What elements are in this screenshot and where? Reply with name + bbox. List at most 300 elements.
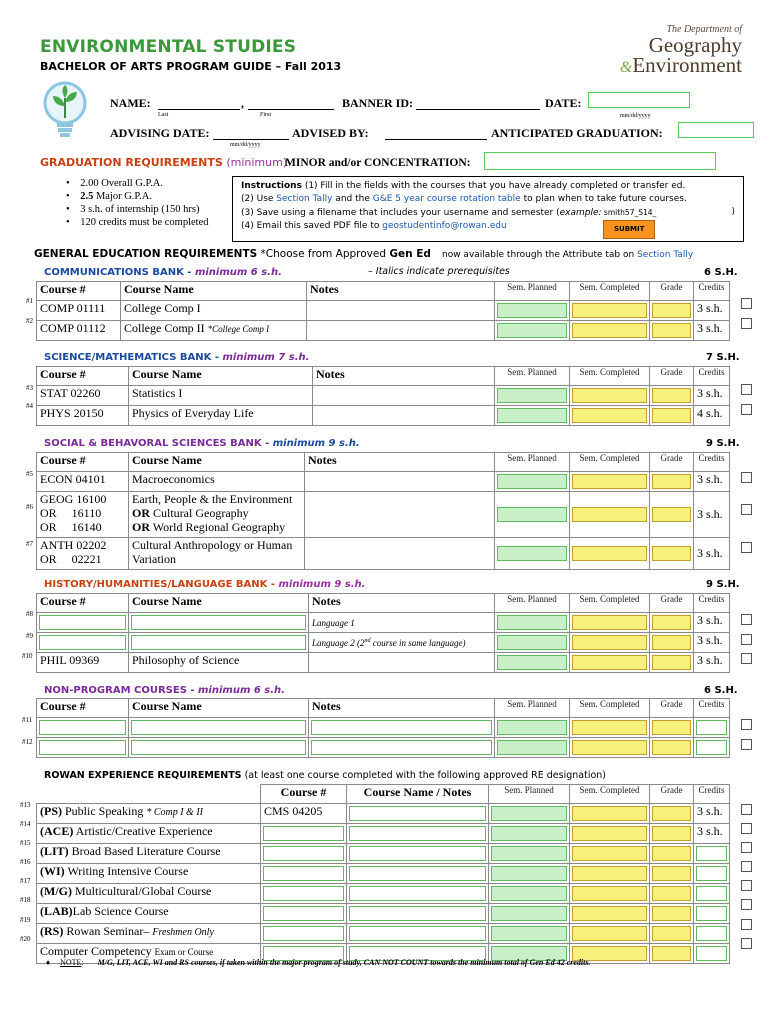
soc-title: SOCIAL & BEHAVORAL SCIENCES BANK - bbox=[44, 438, 270, 449]
instruction-3-close: ) bbox=[731, 207, 735, 217]
sem-completed-field[interactable] bbox=[572, 474, 647, 489]
row-num: #15 bbox=[20, 839, 31, 847]
course-name-alt: Cultural Geography bbox=[150, 506, 249, 520]
course-name-group bbox=[129, 492, 305, 538]
credits: 3 s.h. bbox=[694, 301, 730, 321]
sem-completed-field[interactable] bbox=[572, 303, 647, 318]
col-course-num: Course # bbox=[37, 594, 129, 613]
sem-planned-field[interactable] bbox=[491, 906, 567, 921]
course-num-field[interactable] bbox=[263, 866, 344, 881]
grade-field[interactable] bbox=[652, 546, 691, 561]
sem-completed-field[interactable] bbox=[572, 866, 647, 881]
complete-checkbox[interactable] bbox=[741, 861, 752, 872]
credits-field[interactable] bbox=[696, 906, 727, 921]
instructions-box bbox=[232, 176, 744, 242]
re-label: Rowan Seminar– bbox=[63, 924, 153, 938]
col-credits: Credits bbox=[694, 699, 730, 718]
soc-table bbox=[36, 452, 730, 570]
course-num-group bbox=[37, 538, 129, 570]
table-row bbox=[37, 718, 730, 738]
instruction-3: (3) Save using a filename that includes your username and semester ( bbox=[241, 208, 560, 218]
grade-field[interactable] bbox=[652, 826, 691, 841]
notes-text: Language 2 (2 bbox=[312, 637, 365, 648]
table-row bbox=[37, 653, 730, 673]
grad-req-gpa: 2.00 Overall G.P.A. bbox=[80, 178, 164, 189]
sem-completed-field[interactable] bbox=[572, 826, 647, 841]
table-row bbox=[37, 824, 730, 844]
table-row bbox=[37, 738, 730, 758]
course-name-field[interactable] bbox=[349, 906, 486, 921]
course-name: Cultural Anthropology or Human bbox=[132, 538, 293, 552]
credits-field[interactable] bbox=[696, 740, 727, 755]
gened-choose: *Choose from Approved bbox=[260, 248, 387, 260]
col-credits: Credits bbox=[694, 453, 730, 472]
course-name-field[interactable] bbox=[349, 926, 486, 941]
course-num-alt: OR 16140 bbox=[40, 520, 102, 534]
row-num: #19 bbox=[20, 916, 31, 924]
re-label: Broad Based Literature Course bbox=[68, 844, 221, 858]
sem-planned-field[interactable] bbox=[497, 740, 567, 755]
grade-field[interactable] bbox=[652, 740, 691, 755]
notes-cell bbox=[313, 386, 495, 406]
nonprog-title-block bbox=[44, 685, 285, 696]
course-num-field[interactable] bbox=[263, 846, 344, 861]
course-num-alt: OR 16110 bbox=[40, 506, 102, 520]
grade-field[interactable] bbox=[652, 886, 691, 901]
notes-text: course in same language) bbox=[370, 637, 466, 648]
sem-completed-field[interactable] bbox=[572, 655, 647, 670]
course-name-field[interactable] bbox=[131, 615, 306, 630]
complete-checkbox[interactable] bbox=[741, 842, 752, 853]
col-sem-planned: Sem. Planned bbox=[489, 785, 570, 804]
course-name bbox=[121, 321, 307, 341]
col-grade: Grade bbox=[650, 453, 694, 472]
complete-checkbox[interactable] bbox=[741, 614, 752, 625]
note-bullet: ♦ bbox=[46, 958, 51, 967]
sem-completed-field[interactable] bbox=[572, 886, 647, 901]
course-name-alt: World Regional Geography bbox=[150, 520, 286, 534]
notes-field[interactable] bbox=[311, 720, 492, 735]
grade-field[interactable] bbox=[652, 720, 691, 735]
rowan-table bbox=[36, 784, 730, 964]
grad-req-major-gpa: Major G.P.A. bbox=[95, 191, 152, 202]
sem-completed-field[interactable] bbox=[572, 926, 647, 941]
row-num: #4 bbox=[26, 402, 33, 410]
email-link[interactable]: geostudentinfo@rowan.edu bbox=[382, 221, 507, 231]
notes-field[interactable] bbox=[311, 740, 492, 755]
table-row bbox=[37, 633, 730, 653]
sem-completed-field[interactable] bbox=[572, 740, 647, 755]
table-row bbox=[37, 386, 730, 406]
re-prereq: Freshmen Only bbox=[152, 927, 214, 938]
credits-field[interactable] bbox=[696, 846, 727, 861]
col-course-num: Course # bbox=[37, 453, 129, 472]
graduation-field[interactable] bbox=[678, 122, 754, 138]
col-course-num: Course # bbox=[37, 699, 129, 718]
credits-field[interactable] bbox=[696, 946, 727, 961]
col-course-name: Course Name bbox=[129, 699, 309, 718]
col-course-name: Course Name bbox=[121, 282, 307, 301]
complete-checkbox[interactable] bbox=[741, 472, 752, 483]
re-label: Public Speaking bbox=[62, 804, 147, 818]
credits: 3 s.h. bbox=[694, 613, 730, 633]
course-name: Physics of Everyday Life bbox=[129, 406, 313, 426]
credits-field[interactable] bbox=[696, 926, 727, 941]
hist-table bbox=[36, 593, 730, 673]
table-header-row bbox=[37, 282, 730, 301]
dept-line1: The Department of bbox=[666, 24, 742, 35]
complete-checkbox[interactable] bbox=[741, 404, 752, 415]
sem-planned-field[interactable] bbox=[491, 806, 567, 821]
instruction-2c: to plan when to take future courses. bbox=[520, 194, 687, 204]
credits: 3 s.h. bbox=[694, 824, 730, 844]
table-header-row bbox=[37, 699, 730, 718]
banner-id-field[interactable] bbox=[416, 96, 540, 110]
footnote bbox=[46, 958, 590, 967]
course-name-field[interactable] bbox=[349, 866, 486, 881]
course-name: Macroeconomics bbox=[129, 472, 305, 492]
col-sem-completed: Sem. Completed bbox=[570, 594, 650, 613]
credits: 4 s.h. bbox=[694, 406, 730, 426]
sci-min: minimum 7 s.h. bbox=[219, 352, 310, 363]
col-course-num: Course # bbox=[261, 785, 347, 804]
grad-req-heading bbox=[40, 156, 287, 169]
credits: 3 s.h. bbox=[694, 472, 730, 492]
col-sem-completed: Sem. Completed bbox=[570, 453, 650, 472]
dept-line3 bbox=[619, 53, 742, 77]
hist-title: HISTORY/HUMANITIES/LANGUAGE BANK - bbox=[44, 579, 276, 590]
sem-completed-field[interactable] bbox=[572, 507, 647, 522]
re-code: (PS) bbox=[40, 804, 62, 818]
date-hint: mm/dd/yyyy bbox=[620, 113, 651, 119]
comm-sh: 6 S.H. bbox=[704, 267, 738, 278]
col-credits: Credits bbox=[694, 367, 730, 386]
col-course-name: Course Name bbox=[129, 453, 305, 472]
sem-planned-field[interactable] bbox=[497, 323, 567, 338]
grade-field[interactable] bbox=[652, 474, 691, 489]
advised-by-field[interactable] bbox=[385, 126, 487, 140]
table-row bbox=[37, 538, 730, 570]
grade-field[interactable] bbox=[652, 806, 691, 821]
table-header-row bbox=[37, 785, 730, 804]
sem-planned-field[interactable] bbox=[497, 546, 567, 561]
sem-planned-field[interactable] bbox=[491, 866, 567, 881]
notes-cell bbox=[305, 492, 495, 538]
row-num: #3 bbox=[26, 384, 33, 392]
col-grade: Grade bbox=[650, 367, 694, 386]
lightbulb-plant-icon bbox=[40, 80, 90, 142]
row-num: #11 bbox=[22, 716, 33, 724]
notes-cell bbox=[309, 653, 495, 673]
col-grade: Grade bbox=[650, 699, 694, 718]
sem-planned-field[interactable] bbox=[497, 720, 567, 735]
row-num: #18 bbox=[20, 896, 31, 904]
re-designation bbox=[37, 884, 261, 904]
italics-note: – Italics indicate prerequisites bbox=[368, 266, 510, 277]
grad-req-credits: 120 credits must be completed bbox=[80, 217, 209, 228]
sem-completed-field[interactable] bbox=[572, 720, 647, 735]
re-designation bbox=[37, 864, 261, 884]
note-colon: : bbox=[81, 958, 84, 967]
grade-field[interactable] bbox=[652, 303, 691, 318]
hist-bank-title bbox=[44, 579, 365, 590]
course-name-field[interactable] bbox=[349, 826, 486, 841]
sci-sh: 7 S.H. bbox=[706, 352, 740, 363]
dept-amp: & bbox=[619, 59, 633, 76]
col-course-name-notes: Course Name / Notes bbox=[347, 785, 489, 804]
instruction-3-example: example: bbox=[559, 208, 602, 218]
sem-planned-field[interactable] bbox=[497, 408, 567, 423]
row-num: #9 bbox=[26, 632, 33, 640]
col-notes: Notes bbox=[309, 594, 495, 613]
sem-planned-field[interactable] bbox=[497, 655, 567, 670]
credits: 3 s.h. bbox=[694, 538, 730, 570]
col-sem-completed: Sem. Completed bbox=[570, 282, 650, 301]
rowan-title: ROWAN EXPERIENCE REQUIREMENTS bbox=[44, 770, 242, 781]
instruction-2a: (2) Use bbox=[241, 194, 277, 204]
complete-checkbox[interactable] bbox=[741, 504, 752, 515]
complete-checkbox[interactable] bbox=[741, 634, 752, 645]
dept-line3-text: Environment bbox=[632, 53, 742, 77]
complete-checkbox[interactable] bbox=[741, 899, 752, 910]
course-name-field[interactable] bbox=[131, 720, 306, 735]
section-tally-link[interactable]: Section Tally bbox=[276, 194, 333, 204]
course-num-field[interactable] bbox=[39, 635, 126, 650]
last-name-field[interactable] bbox=[158, 96, 240, 110]
col-course-name: Course Name bbox=[129, 594, 309, 613]
submit-button[interactable]: SUBMIT bbox=[603, 220, 655, 239]
row-num: #7 bbox=[26, 540, 33, 548]
col-sem-completed: Sem. Completed bbox=[570, 785, 650, 804]
grade-field[interactable] bbox=[652, 388, 691, 403]
sci-table bbox=[36, 366, 730, 426]
grad-req-item: • 120 credits must be completed bbox=[66, 217, 209, 228]
col-notes: Notes bbox=[313, 367, 495, 386]
grade-field[interactable] bbox=[652, 846, 691, 861]
table-row bbox=[37, 804, 730, 824]
row-num: #10 bbox=[22, 652, 33, 660]
row-num: #5 bbox=[26, 470, 33, 478]
graduation-label: ANTICIPATED GRADUATION: bbox=[491, 126, 663, 140]
grad-req-label: GRADUATION REQUIREMENTS bbox=[40, 156, 223, 169]
complete-checkbox[interactable] bbox=[741, 919, 752, 930]
course-name-field[interactable] bbox=[131, 740, 306, 755]
date-field[interactable] bbox=[588, 92, 690, 108]
re-designation bbox=[37, 844, 261, 864]
gened-label: GENERAL EDUCATION REQUIREMENTS bbox=[34, 248, 258, 260]
credits: 3 s.h. bbox=[694, 321, 730, 341]
advising-date-hint: mm/dd/yyyy bbox=[230, 142, 261, 148]
col-credits: Credits bbox=[694, 594, 730, 613]
sem-planned-field[interactable] bbox=[497, 474, 567, 489]
re-code: (M/G) bbox=[40, 884, 72, 898]
col-sem-planned: Sem. Planned bbox=[495, 282, 570, 301]
table-row bbox=[37, 844, 730, 864]
course-num-alt: OR 02221 bbox=[40, 552, 102, 566]
first-name-field[interactable] bbox=[248, 96, 334, 110]
col-course-num: Course # bbox=[37, 282, 121, 301]
course-name-field[interactable] bbox=[349, 886, 486, 901]
row-num: #20 bbox=[20, 935, 31, 943]
complete-checkbox[interactable] bbox=[741, 298, 752, 309]
complete-checkbox[interactable] bbox=[741, 653, 752, 664]
hist-min: minimum 9 s.h. bbox=[275, 579, 366, 590]
table-row bbox=[37, 613, 730, 633]
complete-checkbox[interactable] bbox=[741, 804, 752, 815]
sem-completed-field[interactable] bbox=[572, 635, 647, 650]
re-label: Computer Competency bbox=[40, 944, 155, 958]
course-num: ANTH 02202 bbox=[40, 538, 107, 552]
grade-field[interactable] bbox=[652, 615, 691, 630]
page-title: ENVIRONMENTAL STUDIES bbox=[40, 37, 297, 57]
page-subtitle: BACHELOR OF ARTS PROGRAM GUIDE – Fall 2013 bbox=[40, 60, 342, 73]
dept-line2: Geography bbox=[648, 33, 742, 57]
grad-req-major-gpa-value: 2.5 bbox=[80, 191, 94, 202]
row-num: #13 bbox=[20, 801, 31, 809]
notes-sup: nd bbox=[364, 637, 371, 644]
course-num-field[interactable] bbox=[263, 886, 344, 901]
col-grade: Grade bbox=[650, 594, 694, 613]
credits: 3 s.h. bbox=[694, 653, 730, 673]
re-code: (WI) bbox=[40, 864, 65, 878]
col-notes: Notes bbox=[307, 282, 495, 301]
instruction-3-code: smith57_S14_ bbox=[601, 208, 657, 217]
credits-field[interactable] bbox=[696, 886, 727, 901]
row-num: #6 bbox=[26, 503, 33, 511]
grade-field[interactable] bbox=[652, 866, 691, 881]
course-num-field[interactable] bbox=[39, 720, 126, 735]
course-num-field[interactable] bbox=[39, 615, 126, 630]
sem-completed-field[interactable] bbox=[572, 906, 647, 921]
or-label: OR bbox=[132, 506, 150, 520]
complete-checkbox[interactable] bbox=[741, 318, 752, 329]
table-row bbox=[37, 492, 730, 538]
complete-checkbox[interactable] bbox=[741, 542, 752, 553]
sem-completed-field[interactable] bbox=[572, 615, 647, 630]
sci-title: SCIENCE/MATHEMATICS BANK - bbox=[44, 352, 219, 363]
table-row bbox=[37, 904, 730, 924]
prereq-text: *College Comp I bbox=[207, 324, 270, 334]
rotation-table-link[interactable]: G&E 5 year course rotation table bbox=[372, 194, 521, 204]
grad-req-qualifier: (minimum) bbox=[226, 156, 288, 169]
sem-completed-field[interactable] bbox=[572, 408, 647, 423]
grade-field[interactable] bbox=[652, 655, 691, 670]
credits: 3 s.h. bbox=[694, 492, 730, 538]
re-designation bbox=[37, 924, 261, 944]
minor-field[interactable] bbox=[484, 152, 716, 170]
sem-planned-field[interactable] bbox=[497, 303, 567, 318]
grade-field[interactable] bbox=[652, 507, 691, 522]
course-num: STAT 02260 bbox=[37, 386, 129, 406]
row-num: #16 bbox=[20, 858, 31, 866]
soc-sh: 9 S.H. bbox=[706, 438, 740, 449]
grade-field[interactable] bbox=[652, 906, 691, 921]
complete-checkbox[interactable] bbox=[741, 719, 752, 730]
course-num-field[interactable] bbox=[263, 926, 344, 941]
nonprog-title: NON-PROGRAM COURSES - bbox=[44, 685, 195, 696]
notes-cell bbox=[305, 472, 495, 492]
complete-checkbox[interactable] bbox=[741, 880, 752, 891]
gened-tally-link[interactable]: Section Tally bbox=[637, 250, 694, 260]
complete-checkbox[interactable] bbox=[741, 739, 752, 750]
nonprog-table bbox=[36, 698, 730, 758]
sem-planned-field[interactable] bbox=[491, 826, 567, 841]
re-code: (LAB) bbox=[40, 904, 73, 918]
course-name: College Comp I bbox=[121, 301, 307, 321]
table-header-row bbox=[37, 594, 730, 613]
grade-field[interactable] bbox=[652, 408, 691, 423]
sem-planned-field[interactable] bbox=[497, 507, 567, 522]
sem-planned-field[interactable] bbox=[497, 635, 567, 650]
banner-label: BANNER ID: bbox=[342, 96, 414, 110]
table-row bbox=[37, 406, 730, 426]
course-num-field[interactable] bbox=[263, 826, 344, 841]
advised-by-label: ADVISED BY: bbox=[292, 126, 369, 140]
comm-bank-title bbox=[44, 267, 282, 278]
gened-bold: Gen Ed bbox=[389, 248, 431, 260]
grad-req-internship: 3 s.h. of internship (150 hrs) bbox=[80, 204, 200, 215]
col-sem-planned: Sem. Planned bbox=[495, 699, 570, 718]
name-comma: , bbox=[241, 96, 244, 110]
sem-planned-field[interactable] bbox=[491, 886, 567, 901]
table-header-row bbox=[37, 367, 730, 386]
course-name-field[interactable] bbox=[131, 635, 306, 650]
sem-planned-field[interactable] bbox=[497, 615, 567, 630]
re-code: (RS) bbox=[40, 924, 64, 938]
credits-field[interactable] bbox=[696, 720, 727, 735]
sem-completed-field[interactable] bbox=[572, 388, 647, 403]
credits-field[interactable] bbox=[696, 866, 727, 881]
row-num: #12 bbox=[22, 738, 33, 746]
sem-completed-field[interactable] bbox=[572, 806, 647, 821]
col-sem-completed: Sem. Completed bbox=[570, 367, 650, 386]
instruction-1: (1) Fill in the fields with the courses that you have already completed or transfer ed. bbox=[304, 181, 686, 191]
table-row bbox=[37, 472, 730, 492]
comm-title: COMMUNICATIONS BANK - bbox=[44, 267, 192, 278]
sem-planned-field[interactable] bbox=[491, 846, 567, 861]
table-row bbox=[37, 924, 730, 944]
sem-completed-field[interactable] bbox=[572, 846, 647, 861]
grade-field[interactable] bbox=[652, 635, 691, 650]
col-grade: Grade bbox=[650, 785, 694, 804]
complete-checkbox[interactable] bbox=[741, 938, 752, 949]
course-num-field[interactable] bbox=[39, 740, 126, 755]
grade-field[interactable] bbox=[652, 946, 691, 961]
course-num: PHYS 20150 bbox=[37, 406, 129, 426]
nonprog-sh: 6 S.H. bbox=[704, 685, 738, 696]
grad-req-list bbox=[66, 177, 209, 229]
sem-completed-field[interactable] bbox=[572, 323, 647, 338]
col-notes: Notes bbox=[309, 699, 495, 718]
col-credits: Credits bbox=[694, 282, 730, 301]
complete-checkbox[interactable] bbox=[741, 823, 752, 834]
course-num-field[interactable] bbox=[263, 906, 344, 921]
complete-checkbox[interactable] bbox=[741, 384, 752, 395]
course-name-field[interactable] bbox=[349, 806, 486, 821]
rowan-sub: (at least one course completed with the following approved RE designation) bbox=[244, 770, 607, 781]
advising-date-field[interactable] bbox=[213, 126, 289, 140]
col-sem-planned: Sem. Planned bbox=[495, 594, 570, 613]
sem-planned-field[interactable] bbox=[497, 388, 567, 403]
notes-cell bbox=[307, 301, 495, 321]
sem-planned-field[interactable] bbox=[491, 926, 567, 941]
sem-completed-field[interactable] bbox=[572, 546, 647, 561]
grade-field[interactable] bbox=[652, 323, 691, 338]
grade-field[interactable] bbox=[652, 926, 691, 941]
course-num: COMP 01112 bbox=[37, 321, 121, 341]
instruction-2b: and the bbox=[332, 194, 373, 204]
course-name-field[interactable] bbox=[349, 846, 486, 861]
